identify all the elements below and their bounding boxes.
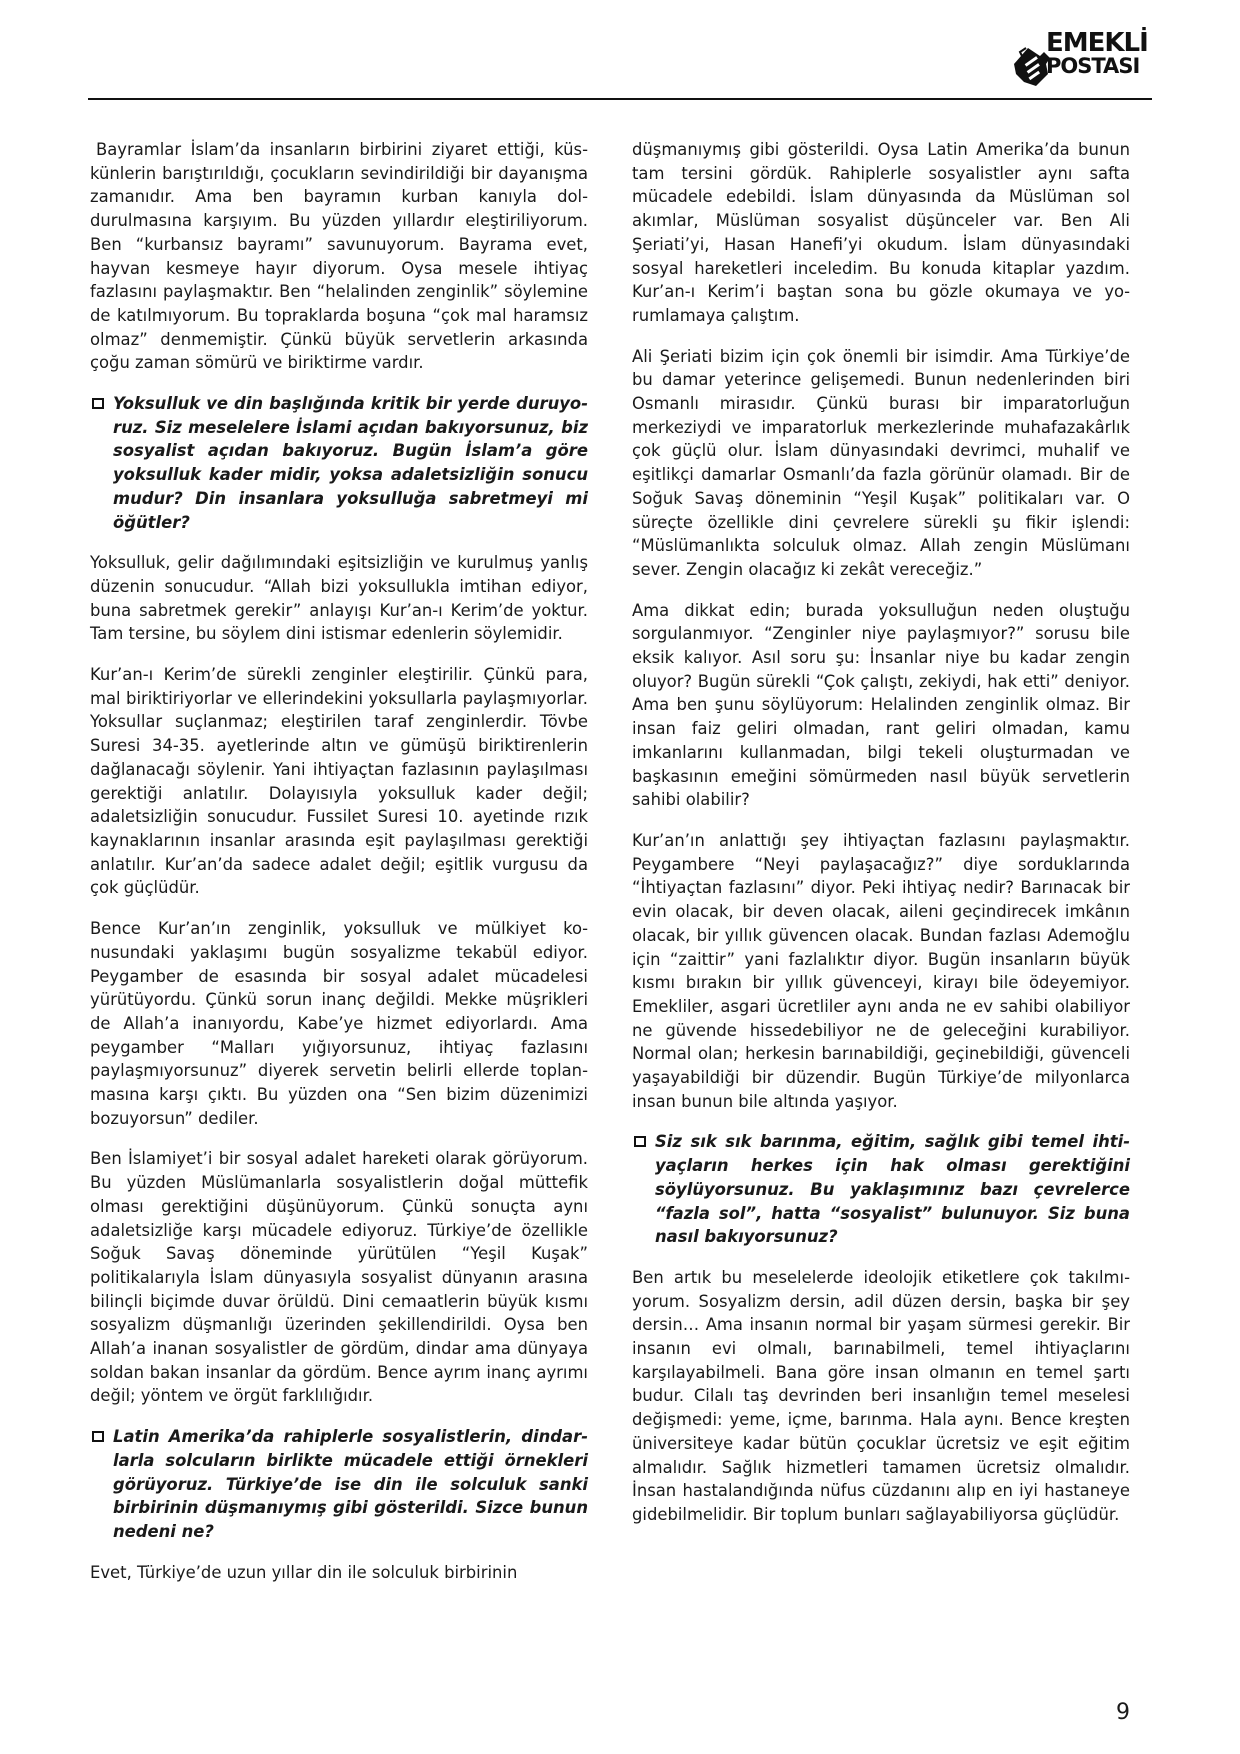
question-text: Latin Amerika’da rahiplerle sosyalistlerin, dindarlarla solcuların birlikte mücadele ettiği örnekleri görüyoruz. Türkiye’de ise din ile solculuk sanki birbirinin düşmanıymış gibi gösterildi. Sizce bunun nedeni ne? <box>113 1427 588 1541</box>
paragraph: Ben artık bu meselelerde ideolojik etiketlere çok takılmıyorum. Sosyalizm dersin, adil düzen dersin, başka bir şey dersin… Ama insanın normal bir yaşam sürmesi gerekir. Bir insanın evi olmalı, barınabilmeli, temel ihtiyaçlarını karşılayabilmeli. Bana göre insan olmanın en temel şartı budur. Cilalı taş devrinden beri insanlığın temel meselesi değişmedi: yeme, içme, barınma. Hala aynı. Bence kreşten üniversiteye kadar bütün çocuklar ücretsiz ve eşit eğitim almalıdır. Sağlık hizmetleri tamamen ücretsiz olmalıdır. İnsan hastalandığında nüfus cüzdanını alıp en iyi hastaneye gidebilmelidir. Bir toplum bunları sağlayabiliyorsa güçlüdür. <box>632 1267 1130 1524</box>
header-rule <box>88 98 1152 100</box>
paragraph: Bence Kur’an’ın zenginlik, yoksulluk ve mülkiyet konusundaki yaklaşımı bugün sosyalizme tekabül ediyor. Peygamber de esasında bir sosyal adalet mücadelesi yürütüyordu. Çünkü sorun inanç değildi. Mekke müşrikleri de Allah’a inanıyordu, Kabe’ye hizmet ediyorlardı. Ama peygamber “Malları yığıyorsunuz, ihtiyaç fazlasını paylaşmıyorsunuz” diyerek servetin belirli ellerde toplanmasına karşı çıktı. Bu yüzden ona “Sen bizim düzenimizi bozuyorsun” dediler. <box>90 919 588 1128</box>
paragraph: Ben İslamiyet’i bir sosyal adalet hareketi olarak görüyorum. Bu yüzden Müslümanlarla sosyalistlerin doğal müttefik olması gerektiğini düşünüyorum. Çünkü sonuçta aynı adaletsizliğe karşı mücadele ediyoruz. Türkiye’de özellikle Soğuk Savaş döneminde yürütülen “Yeşil Kuşak” politikalarıyla İslam dünyasıyla sosyalist dünyanın arasına bilinçli biçimde duvar örüldü. Dini cemaatlerin büyük kısmı sosyalizm düşmanlığı üzerinden şekillendirildi. Oysa ben Allah’a inanan sosyalistler de gördüm, dindar ama dünyaya soldan bakan insanlar da gördüm. Bence ayrım inanç ayrımı değil; yöntem ve örgüt farklılığıdır. <box>90 1149 588 1406</box>
checkbox-bullet-icon <box>634 1136 646 1147</box>
paragraph: düşmanıymış gibi gösterildi. Oysa Latin Amerika’da bunun tam tersini gördük. Rahiplerle sosyalistler aynı safta mücadele edebildi. İslam dünyasında da Müslüman sol akımlar, Müslüman sosyalist düşünceler var. Ben Ali Şeriati’yi, Hasan Hanefi’yi okudum. İslam dünyasındaki sosyal hareketleri inceledim. Bu konuda kitaplar yazdım. Kur’an-ı Kerim’i baştan sona bu gözle okumaya ve yorumlamaya çalıştım. <box>632 140 1130 325</box>
paragraph: Bayramlar İslam’da insanların birbirini ziyaret ettiği, küskünlerin barıştırıldığı, çocukların sevindirildiği bir dayanışma zamanıdır. Ama ben bayramın kurban kanıyla doldurulmasına karşıyım. Bu yüzden yıllardır eleştiriliyorum. Ben “kurbansız bayramı” savunuyorum. Bayrama evet, hayvan kesmeye hayır diyorum. Oysa mesele ihtiyaç fazlasını paylaşmaktır. Ben “helalinden zenginlik” söylemine de katılmıyorum. Bu topraklarda boşuna “çok mal haramsız olmaz” denmemiştir. Çünkü büyük servetlerin arkasında çoğu zaman sömürü ve biriktirme vardır. <box>90 140 588 373</box>
paragraph: Evet, Türkiye’de uzun yıllar din ile solculuk birbirinin <box>90 1562 518 1582</box>
paragraph: Ali Şeriati bizim için çok önemli bir isimdir. Ama Türkiye’de bu damar yeterince gelişemedi. Bunun nedenlerinden biri Osmanlı mirasıdır. Çünkü burası bir imparatorluğun merkeziydi ve imparatorluk merkezlerinde muhafazakârlık çok güçlü olur. İslam dünyasındaki devrimci, muhalif ve eşitlikçi damarlar Osmanlı’da fazla görünür olamadı. Bir de Soğuk Savaş döneminin “Yeşil Kuşak” politikaları var. O süreçte özellikle dini çevrelere sürekli şu fikir işlendi: “Müslümanlıkta solculuk olmaz. Allah zengin Müslümanı sever. Zengin olacağız ki zekât vereceğiz.” <box>632 346 1130 579</box>
paragraph: Ama dikkat edin; burada yoksulluğun neden oluştuğu sorgulanmıyor. “Zenginler niye paylaşmıyor?” sorusu bile eksik kalıyor. Asıl soru şu: İnsanlar niye bu kadar zengin oluyor? Bugün sürekli “Çok çalıştı, zekiydi, hak etti” deniyor. Ama ben şunu söylüyorum: Helalinden zenginlik olmaz. Bir insan faiz geliri olmadan, rant geliri olmadan, kamu imkanlarını kullanmadan, bilgi tekeli oluşturmadan ve başkasının emeğini sömürmeden nasıl büyük servetlerin sahibi olabilir? <box>632 600 1130 810</box>
interview-question <box>90 1425 588 1544</box>
checkbox-bullet-icon <box>92 398 104 409</box>
paragraph: Kur’an-ı Kerim’de sürekli zenginler eleştirilir. Çünkü para, mal biriktiriyorlar ve ellerindekini yoksullarla paylaşmıyorlar. Yoksullar suçlanmaz; eleştirilen taraf zenginlerdir. Tövbe Suresi 34-35. ayetlerinde altın ve gümüşü biriktirenlerin dağlanacağı söylenir. Yani ihtiyaçtan fazlasının paylaşılması gerektiği anlatılır. Dolayısıyla yoksulluk kader değil; adaletsizliğin sonucudur. Fussilet Suresi 10. ayetinde rızık kaynaklarının insanlar arasında eşit paylaşılması gerektiği anlatılır. Kur’an’da sadece adalet değil; eşitlik vurgusu da çok güçlüdür. <box>90 665 588 898</box>
right-column <box>632 138 1130 1544</box>
publication-logo <box>1046 28 1148 78</box>
interview-question <box>632 1130 1130 1249</box>
question-text: Yoksulluk ve din başlığında kritik bir yerde duruyoruz. Siz meselelere İslami açıdan bakıyorsunuz, biz sosyalist açıdan bakıyoruz. Bugün İslam’a göre yoksulluk kader midir, yoksa adaletsizliğin sonucu mudur? Din insanlara yoksulluğa sabretmeyi mi öğütler? <box>113 394 588 532</box>
logo-line-1: EMEKLİ <box>1046 28 1148 58</box>
interview-question <box>90 392 588 534</box>
left-column <box>90 138 588 1601</box>
paragraph: Kur’an’ın anlattığı şey ihtiyaçtan fazlasını paylaşmaktır. Peygambere “Neyi paylaşacağız?” diye sorduklarında “İhtiyaçtan fazlasını” diyor. Peki ihtiyaç nedir? Barınacak bir evin olacak, bir deven olacak, aileni geçindirecek imkânın olacak, bir yıllık güvencen olacak. Bundan fazlası Ademoğlu için “zaittir” yani fazlalıktır diyor. Bugün insanların büyük kısmı bırakın bir yıllık güvenceyi, kirayı bile ödeyemiyor. Emekliler, asgari ücretliler aynı anda ne ev sahibi olabiliyor ne güvende hissedebiliyor ne de geleceğini kurabiliyor. Normal olan; herkesin barınabildiği, geçinebildiği, güvenceli yaşayabildiği bir düzendir. Bugün Türkiye’de milyonlarca insan bunun bile altında yaşıyor. <box>632 830 1130 1111</box>
page-number: 9 <box>1116 1700 1130 1725</box>
checkbox-bullet-icon <box>92 1431 104 1442</box>
paragraph: Yoksulluk, gelir dağılımındaki eşitsizliğin ve kurulmuş yanlış düzenin sonucudur. “Allah bizi yoksullukla imtihan ediyor, buna sabretmek gerekir” anlayışı Kur’an-ı Kerim’de yoktur. Tam tersine, bu söylem dini istismar edenlerin söylemidir. <box>90 553 588 644</box>
question-text: Siz sık sık barınma, eğitim, sağlık gibi temel ihtiyaçların herkes için hak olması gerektiğini söylüyorsunuz. Bu yaklaşımınız bazı çevrelerce “fazla sol”, hatta “sosyalist” bulunuyor. Siz buna nasıl bakıyorsunuz? <box>655 1132 1130 1247</box>
logo-line-2: POSTASI <box>1046 54 1140 78</box>
